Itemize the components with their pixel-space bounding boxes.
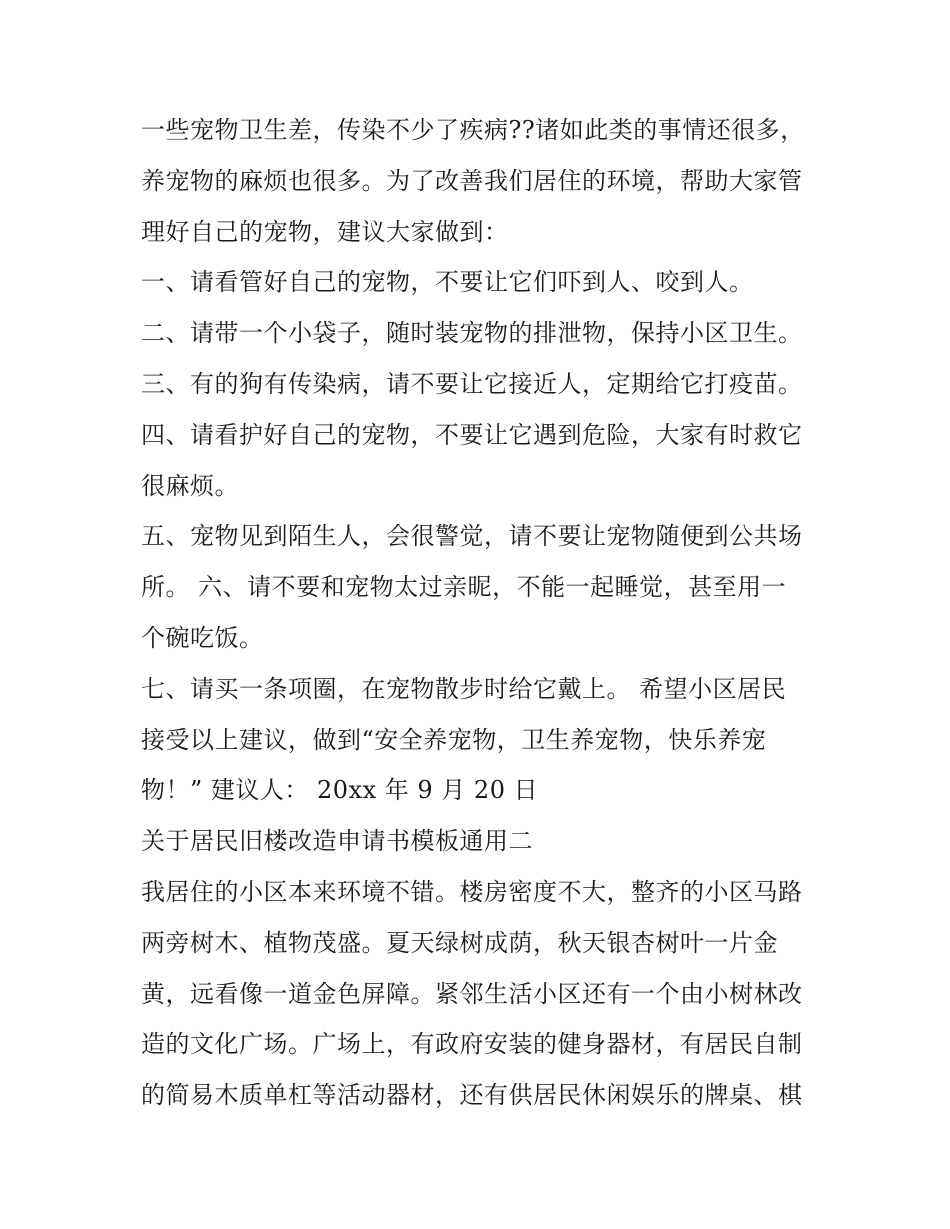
paragraph-line: 接受以上建议，做到“安全养宠物，卫生养宠物，快乐养宠 (141, 725, 767, 754)
document-body (141, 105, 821, 1121)
paragraph-line: 造的文化广场。广场上，有政府安装的健身器材，有居民自制 (141, 1030, 803, 1059)
paragraph-line: 一、请看管好自己的宠物，不要让它们吓到人、咬到人。 (141, 268, 754, 297)
paragraph-line: 三、有的狗有传染病，请不要让它接近人，定期给它打疫苗。 (141, 369, 803, 398)
paragraph-line: 黄，远看像一道金色屏障。紧邻生活小区还有一个由小树林改 (141, 979, 803, 1008)
paragraph-line: 五、宠物见到陌生人，会很警觉，请不要让宠物随便到公共场 (141, 522, 803, 551)
paragraph-line: 很麻烦。 (141, 471, 239, 500)
paragraph-line: 四、请看护好自己的宠物，不要让它遇到危险，大家有时救它 (141, 420, 803, 449)
paragraph-line: 的简易木质单杠等活动器材，还有供居民休闲娱乐的牌桌、棋 (141, 1081, 803, 1110)
section-heading: 关于居民旧楼改造申请书模板通用二 (141, 827, 533, 856)
paragraph-line: 养宠物的麻烦也很多。为了改善我们居住的环境，帮助大家管 (141, 166, 803, 195)
paragraph-line: 两旁树木、植物茂盛。夏天绿树成荫，秋天银杏树叶一片金 (141, 928, 778, 957)
paragraph-line: 所。 六、请不要和宠物太过亲昵，不能一起睡觉，甚至用一 (141, 573, 787, 602)
paragraph-line: 理好自己的宠物，建议大家做到： (141, 217, 509, 246)
paragraph-line: 个碗吃饭。 (141, 623, 264, 652)
paragraph-line: 七、请买一条项圈，在宠物散步时给它戴上。 希望小区居民 (141, 674, 787, 703)
paragraph-line: 一些宠物卫生差，传染不少了疾病??诸如此类的事情还很多， (141, 116, 805, 144)
paragraph-line: 我居住的小区本来环境不错。楼房密度不大，整齐的小区马路 (141, 877, 803, 906)
paragraph-line: 二、请带一个小袋子，随时装宠物的排泄物，保持小区卫生。 (141, 319, 803, 348)
paragraph-line: 物！” 建议人： 20xx 年 9 月 20 日 (141, 776, 539, 805)
